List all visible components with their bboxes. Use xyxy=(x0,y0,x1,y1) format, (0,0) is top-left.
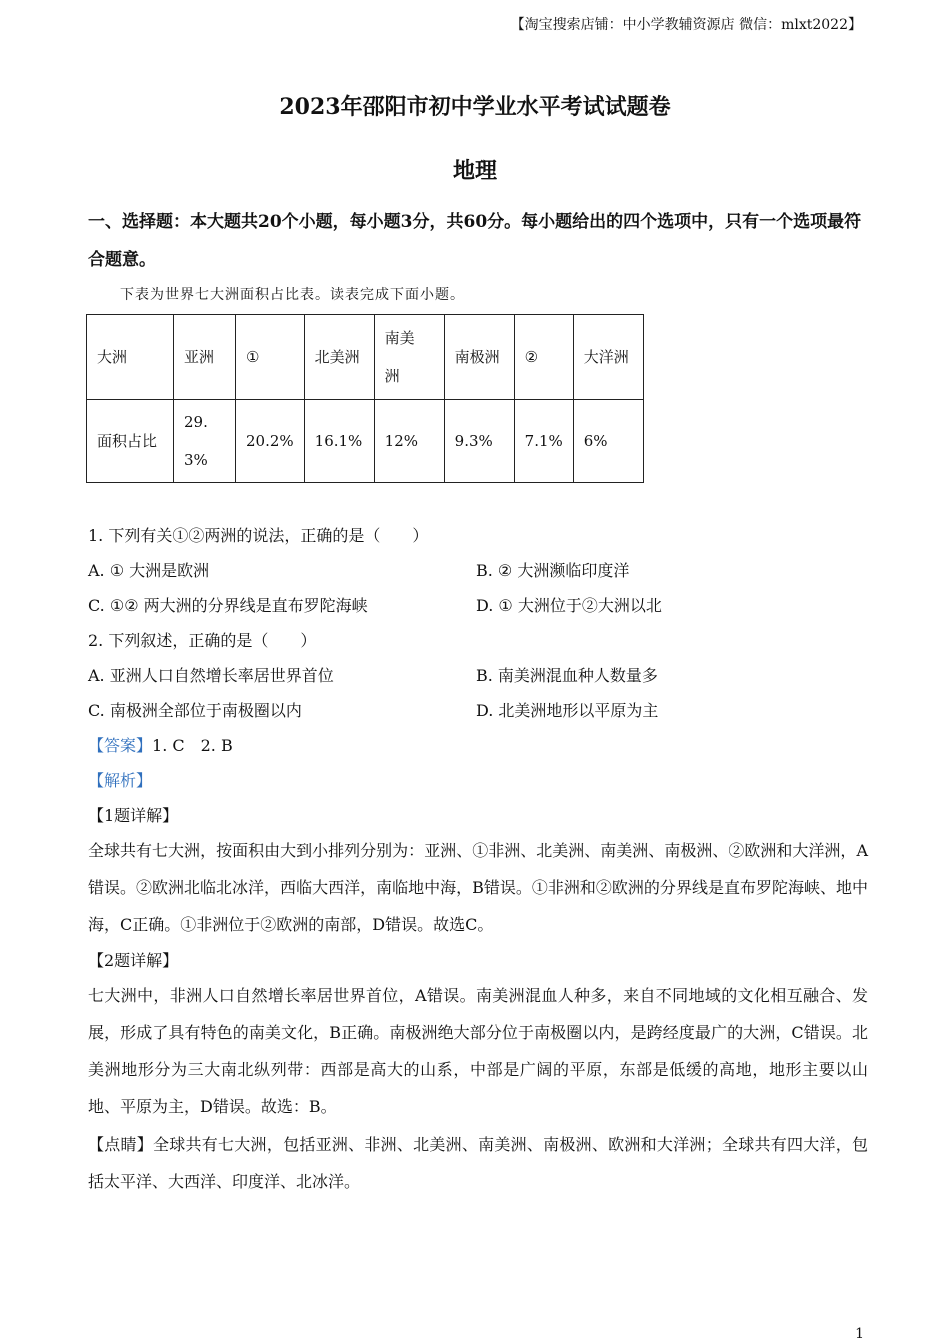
question-2-option-d: D. 北美洲地形以平原为主 xyxy=(476,701,659,720)
question-2-option-a: A. 亚洲人口自然增长率居世界首位 xyxy=(88,666,334,685)
detail-1-label: 【1题详解】 xyxy=(88,806,179,825)
answer-text: 1. C 2. B xyxy=(152,736,233,755)
question-1-option-a: A. ① 大洲是欧洲 xyxy=(88,561,210,580)
table-cell: 16.1% xyxy=(304,400,374,483)
table-cell: 北美洲 xyxy=(304,315,374,400)
page-number: 1 xyxy=(855,1326,864,1342)
table-value-row xyxy=(87,400,644,483)
question-2-option-c: C. 南极洲全部位于南极圈以内 xyxy=(88,701,302,720)
tip-paragraph xyxy=(88,1126,868,1200)
question-1-option-b: B. ② 大洲濒临印度洋 xyxy=(476,561,630,580)
question-2-option-b: B. 南美洲混血种人数量多 xyxy=(476,666,658,685)
analysis-label: 【解析】 xyxy=(88,771,153,790)
table-cell: 面积占比 xyxy=(87,400,174,483)
table-cell: ② xyxy=(514,315,573,400)
table-cell-text: 29.3% xyxy=(184,413,208,469)
table-cell: 7.1% xyxy=(514,400,573,483)
detail-1-text: 全球共有七大洲，按面积由大到小排列分别为：亚洲、①非洲、北美洲、南美洲、南极洲、②欧洲和大洋洲，A错误。②欧洲北临北冰洋，西临大西洋，南临地中海，B错误。①非洲和②欧洲的分界线是直布罗陀海峡、地中海，C正确。①非洲位于②欧洲的南部，D错误。故选C。 xyxy=(88,841,868,934)
question-1-stem: 1. 下列有关①②两洲的说法，正确的是（ ） xyxy=(88,526,429,545)
table-cell: 6% xyxy=(573,400,643,483)
continent-area-table xyxy=(86,314,644,483)
table-cell xyxy=(174,400,236,483)
question-1-option-d: D. ① 大洲位于②大洲以北 xyxy=(476,596,662,615)
table-cell: 南极洲 xyxy=(444,315,514,400)
header-note: 【淘宝搜索店铺：中小学教辅资源店 微信：mlxt2022】 xyxy=(510,17,862,33)
exam-title: 2023年邵阳市初中学业水平考试试题卷 xyxy=(279,94,671,120)
subject-title: 地理 xyxy=(452,158,497,184)
detail-2-label: 【2题详解】 xyxy=(88,951,179,970)
section-heading: 一、选择题：本大题共20个小题，每小题3分，共60分。每小题给出的四个选项中，只有一个选项最符合题意。 xyxy=(88,212,862,270)
table-cell: 12% xyxy=(374,400,444,483)
table-cell: 大洲 xyxy=(87,315,174,400)
tip-text: 全球共有七大洲，包括亚洲、非洲、北美洲、南美洲、南极洲、欧洲和大洋洲；全球共有四大洋，包括太平洋、大西洋、印度洋、北冰洋。 xyxy=(88,1135,868,1191)
detail-2-text: 七大洲中，非洲人口自然增长率居世界首位，A错误。南美洲混血人种多，来自不同地域的文化相互融合、发展，形成了具有特色的南美文化，B正确。南极洲绝大部分位于南极圈以内，是跨经度最广的大洲，C错误。北美洲地形分为三大南北纵列带：西部是高大的山系，中部是广阔的平原，东部是低缓的高地，地形主要以山地、平原为主，D错误。故选：B。 xyxy=(88,986,868,1116)
table-cell: 20.2% xyxy=(236,400,305,483)
question-1-option-c: C. ①② 两大洲的分界线是直布罗陀海峡 xyxy=(88,596,368,615)
question-2-stem: 2. 下列叙述，正确的是（ ） xyxy=(88,631,317,650)
table-header-row xyxy=(87,315,644,400)
table-cell: ① xyxy=(236,315,305,400)
table-cell: 亚洲 xyxy=(174,315,236,400)
answer-line xyxy=(88,734,233,758)
table-cell-text: 南美洲 xyxy=(384,329,415,385)
answer-label: 【答案】 xyxy=(88,736,153,755)
table-cell: 大洋洲 xyxy=(573,315,643,400)
tip-label: 【点睛】 xyxy=(88,1135,154,1154)
table-intro: 下表为世界七大洲面积占比表。读表完成下面小题。 xyxy=(120,287,465,303)
table-cell: 9.3% xyxy=(444,400,514,483)
table-cell xyxy=(374,315,444,400)
